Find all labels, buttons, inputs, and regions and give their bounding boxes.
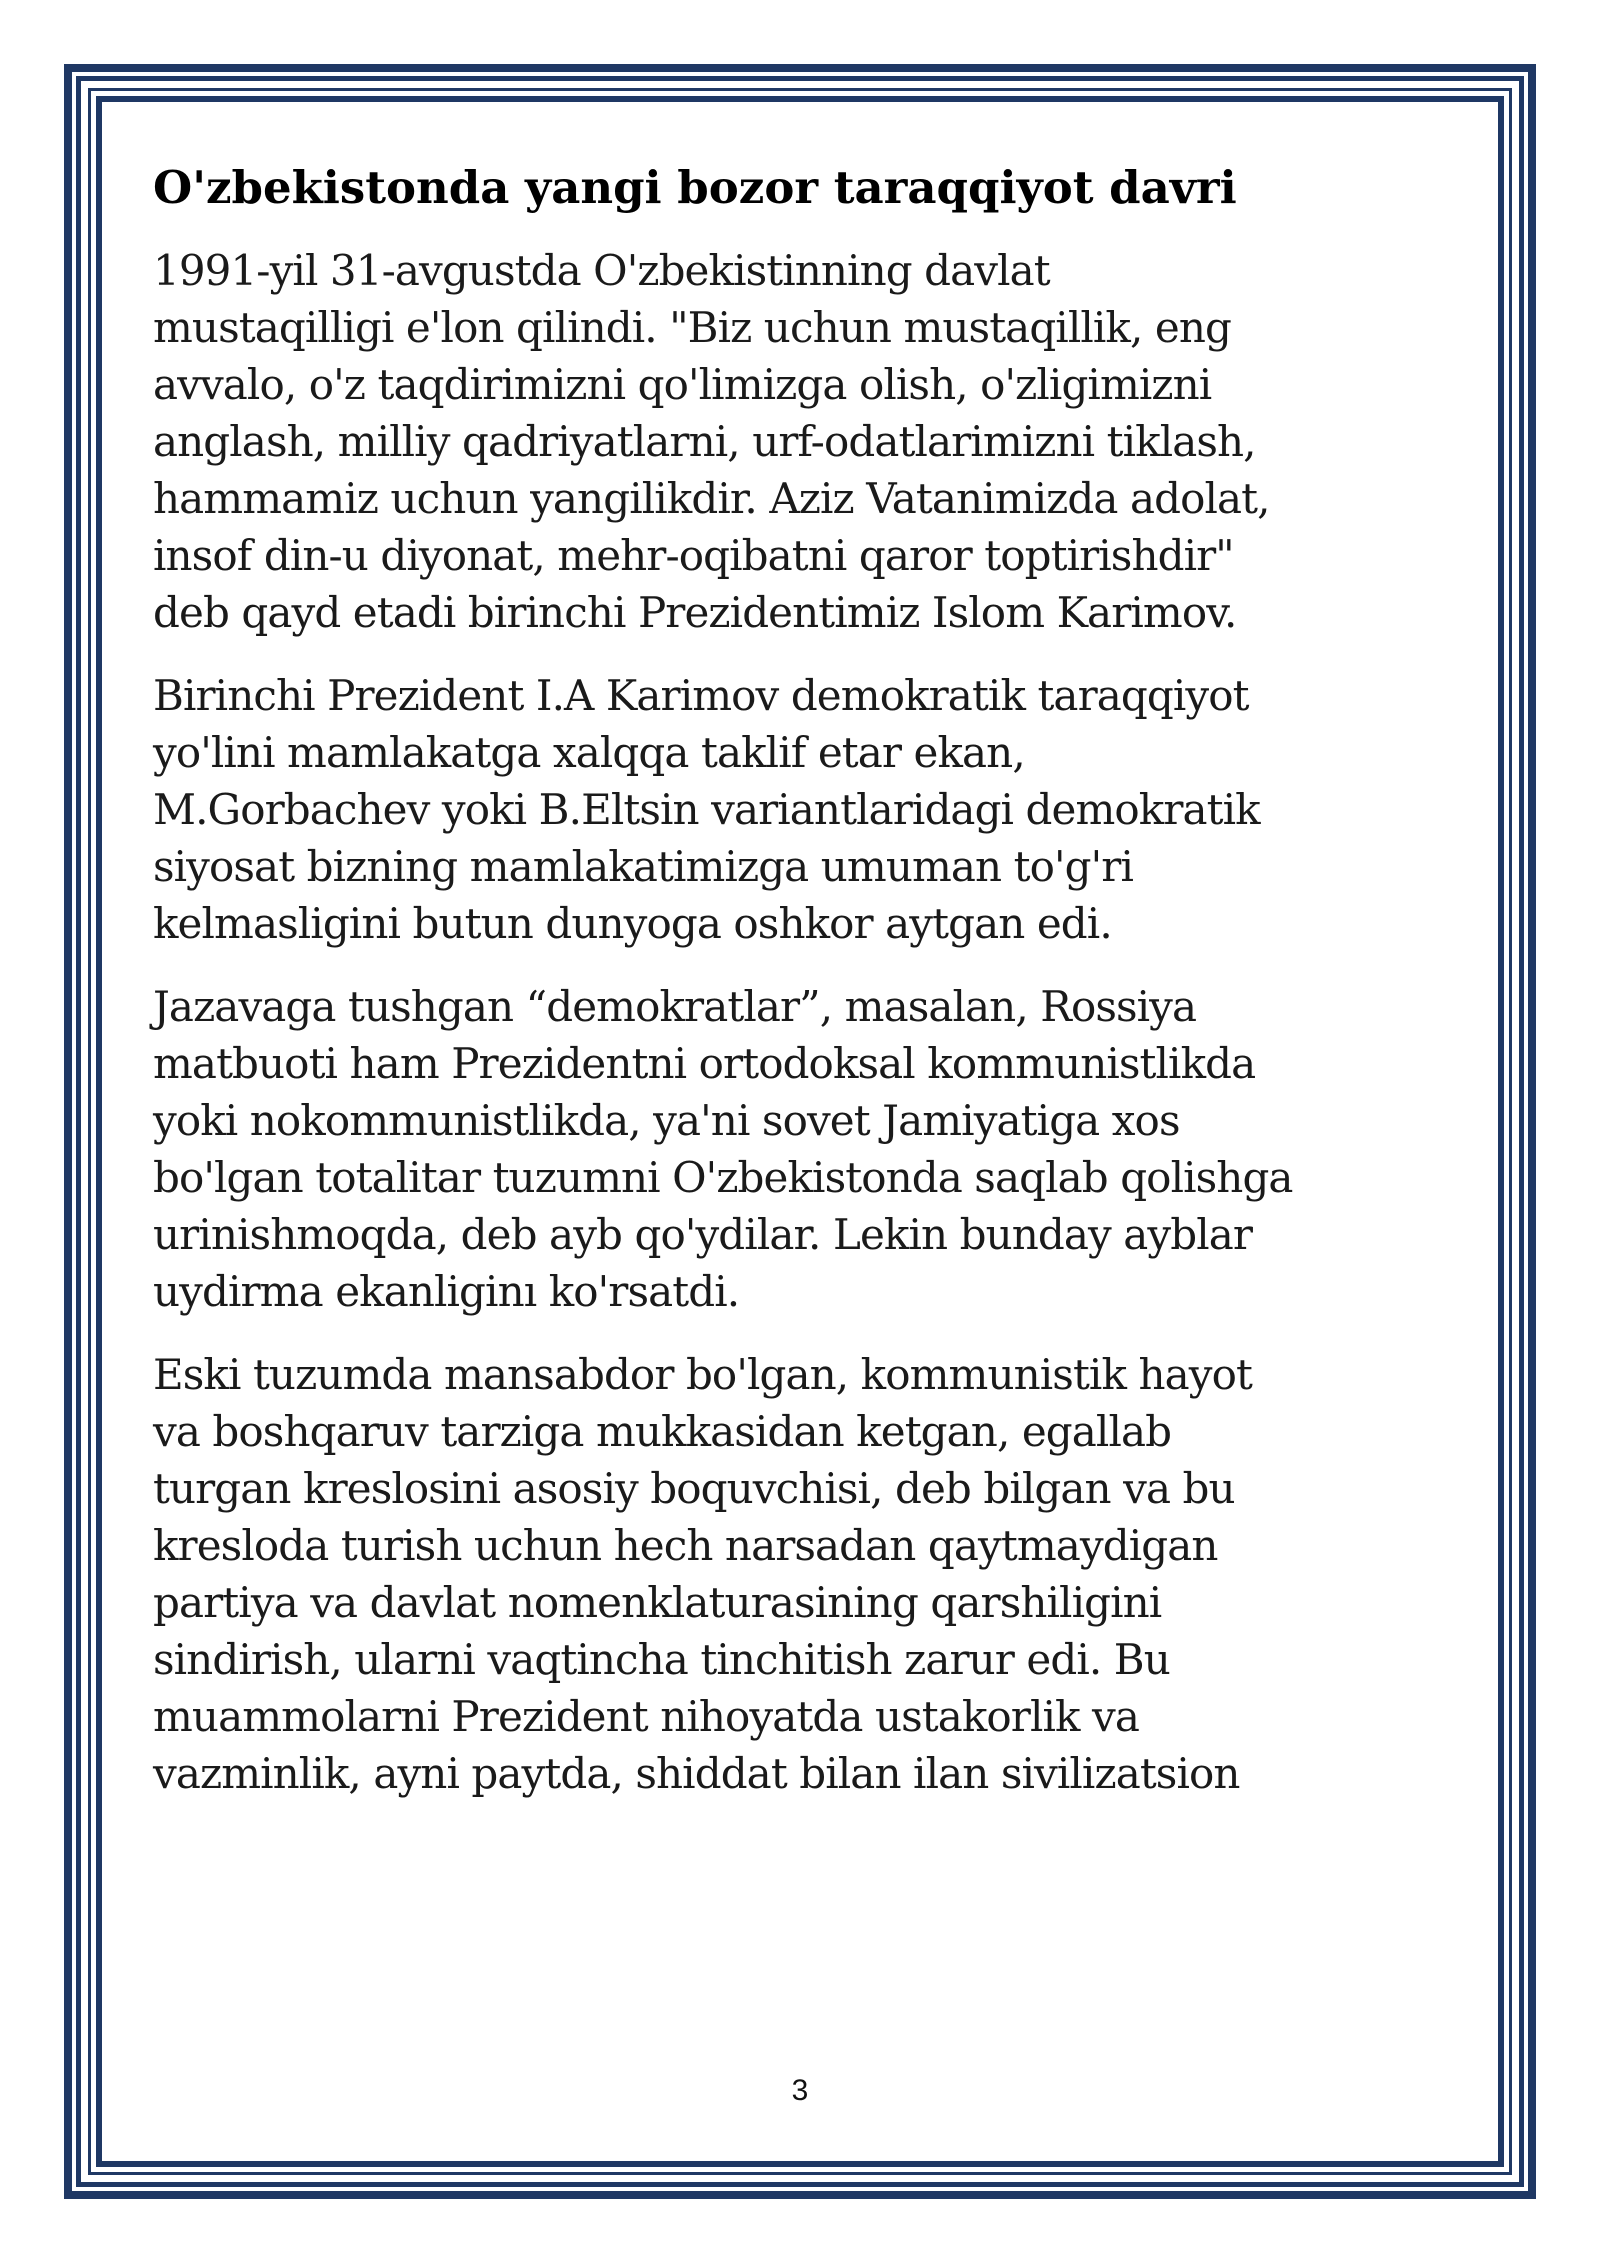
text-line: Jazavaga tushgan “demokratlar”, masalan, Rossiya <box>153 982 1197 1031</box>
text-line: kelmasligini butun dunyoga oshkor aytgan edi. <box>153 899 1112 948</box>
text-line: avvalo, o'z taqdirimizni qo'limizga olish, o'zligimizni <box>153 360 1212 409</box>
text-line: matbuoti ham Prezidentni ortodoksal kommunistlikda <box>153 1039 1256 1088</box>
text-line: turgan kreslosini asosiy boquvchisi, deb bilgan va bu <box>153 1464 1235 1513</box>
page-title: O'zbekistonda yangi bozor taraqqiyot davri <box>153 161 1237 214</box>
text-line: Birinchi Prezident I.A Karimov demokratik taraqqiyot <box>153 671 1249 720</box>
text-line: yo'lini mamlakatga xalqqa taklif etar ekan, <box>153 728 1025 777</box>
text-line: M.Gorbachev yoki B.Eltsin variantlaridagi demokratik <box>153 785 1260 834</box>
page-content <box>153 160 1483 1828</box>
page-number: 3 <box>791 2074 809 2107</box>
text-line: hammamiz uchun yangilikdir. Aziz Vatanimizda adolat, <box>153 474 1270 523</box>
text-line: va boshqaruv tarziga mukkasidan ketgan, egallab <box>153 1407 1172 1456</box>
text-line: anglash, milliy qadriyatlarni, urf-odatlarimizni tiklash, <box>153 417 1256 466</box>
paragraph-4 <box>153 1346 1483 1802</box>
text-line: Eski tuzumda mansabdor bo'lgan, kommunistik hayot <box>153 1350 1252 1399</box>
text-line: bo'lgan totalitar tuzumni O'zbekistonda saqlab qolishga <box>153 1153 1293 1202</box>
paragraph-3 <box>153 978 1483 1320</box>
text-line: urinishmoqda, deb ayb qo'ydilar. Lekin bunday ayblar <box>153 1210 1253 1259</box>
text-line: 1991-yil 31-avgustda O'zbekistinning davlat <box>153 246 1050 295</box>
text-line: sindirish, ularni vaqtincha tinchitish zarur edi. Bu <box>153 1635 1170 1684</box>
text-line: yoki nokommunistlikda, ya'ni sovet Jamiyatiga xos <box>153 1096 1180 1145</box>
text-line: kresloda turish uchun hech narsadan qaytmaydigan <box>153 1521 1218 1570</box>
text-line: muammolarni Prezident nihoyatda ustakorlik va <box>153 1692 1140 1741</box>
text-line: mustaqilligi e'lon qilindi. "Biz uchun mustaqillik, eng <box>153 303 1231 352</box>
paragraph-1 <box>153 242 1483 641</box>
text-line: vazminlik, ayni paytda, shiddat bilan ilan sivilizatsion <box>153 1749 1240 1798</box>
text-line: siyosat bizning mamlakatimizga umuman to'g'ri <box>153 842 1134 891</box>
paragraph-2 <box>153 667 1483 952</box>
text-line: deb qayd etadi birinchi Prezidentimiz Islom Karimov. <box>153 588 1237 637</box>
text-line: uydirma ekanliginı ko'rsatdi. <box>153 1267 740 1316</box>
text-line: insof din-u diyonat, mehr-oqibatni qaror toptirishdir" <box>153 531 1234 580</box>
text-line: partiya va davlat nomenklaturasining qarshiligini <box>153 1578 1162 1627</box>
